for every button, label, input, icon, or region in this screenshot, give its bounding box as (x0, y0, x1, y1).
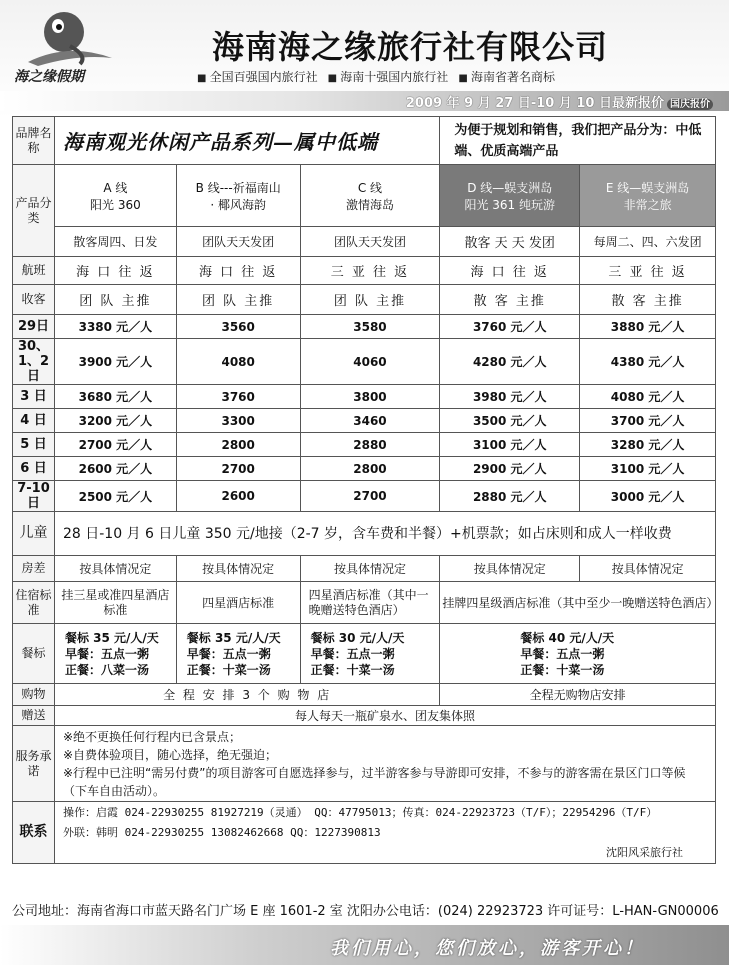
price-cell: 3100 元／人 (580, 457, 716, 481)
row-label: 收客 (13, 285, 55, 315)
schedule-row (13, 227, 716, 257)
price-row (13, 409, 716, 433)
product-name: E 线—蜈支洲岛 (605, 180, 690, 195)
price-date: 29日 (13, 315, 55, 339)
flight-cell: 海 口 往 返 (176, 257, 300, 285)
price-cell: 2880 (300, 433, 440, 457)
meal-cell (440, 624, 716, 684)
product-name: B 线---祈福南山 (195, 180, 281, 195)
price-row (13, 457, 716, 481)
row-label: 服务承诺 (13, 726, 55, 802)
meal-cell (300, 624, 440, 684)
price-cell: 3800 (300, 385, 440, 409)
row-label: 住宿标准 (13, 582, 55, 624)
series-title: 海南观光休闲产品系列—属中低端 (54, 117, 439, 165)
schedule-cell: 散客周四、日发 (54, 227, 176, 257)
flight-cell: 三 亚 往 返 (300, 257, 440, 285)
product-sub: 阳光 361 纯玩游 (464, 197, 556, 212)
price-cell: 2800 (300, 457, 440, 481)
gift-row (13, 706, 716, 726)
price-cell: 2600 元／人 (54, 457, 176, 481)
logo-text: 海之缘假期 (14, 69, 84, 85)
shopping-de: 全程无购物店安排 (440, 684, 716, 706)
flight-row (13, 257, 716, 285)
meal-line: 餐标 35 元/人/天 (186, 630, 281, 645)
meal-line: 早餐：五点一粥 (64, 646, 149, 661)
room-diff-cell: 按具体情况定 (440, 556, 580, 582)
price-table (12, 116, 719, 864)
taglines (197, 68, 555, 85)
service-list (54, 726, 715, 802)
price-cell: 3700 元／人 (580, 409, 716, 433)
room-diff-cell: 按具体情况定 (300, 556, 440, 582)
price-date: 4 日 (13, 409, 55, 433)
series-note: 为便于规划和销售，我们把产品分为：中低端、优质高端产品 (440, 117, 716, 165)
price-row (13, 481, 716, 512)
price-cell: 3980 元／人 (440, 385, 580, 409)
hotel-cell: 四星酒店标准 (176, 582, 300, 624)
target-cell: 散 客 主推 (440, 285, 580, 315)
meal-line: 正餐：十菜一汤 (310, 662, 395, 677)
price-cell: 3580 (300, 315, 440, 339)
room-diff-row (13, 556, 716, 582)
schedule-cell: 团队天天发团 (176, 227, 300, 257)
row-label: 航班 (13, 257, 55, 285)
price-date-bar (0, 91, 729, 111)
row-label: 餐标 (13, 624, 55, 684)
product-name: C 线 (357, 180, 383, 195)
meal-line: 正餐：十菜一汤 (186, 662, 271, 677)
gift-text: 每人每天一瓶矿泉水、团友集体照 (54, 706, 715, 726)
dolphin-logo-icon (8, 6, 126, 72)
price-cell: 2880 元／人 (440, 481, 580, 512)
service-item: ※行程中已注明“需另付费”的项目游客可自愿选择参与，过半游客参与导游即可安排，不参与的游客需在景区门口等候（下车自由活动）。 (62, 765, 686, 798)
flight-cell: 三 亚 往 返 (580, 257, 716, 285)
row-label: 产品分类 (13, 165, 55, 257)
price-cell: 3380 元／人 (54, 315, 176, 339)
flight-cell: 海 口 往 返 (54, 257, 176, 285)
target-cell: 团 队 主推 (300, 285, 440, 315)
product-sub: 激情海岛 (345, 197, 394, 212)
target-row (13, 285, 716, 315)
product-sub: 阳光 360 (90, 197, 141, 212)
price-cell: 3500 元／人 (440, 409, 580, 433)
product-d (440, 165, 580, 227)
meal-line: 餐标 35 元/人/天 (64, 630, 159, 645)
hotel-row (13, 582, 716, 624)
meal-line: 餐标 30 元/人/天 (310, 630, 405, 645)
header-banner (0, 0, 729, 118)
row-label: 儿童 (13, 512, 55, 556)
price-cell: 2700 (300, 481, 440, 512)
contact-line: 外联：韩明 024-22930255 13082462668 QQ：1227390813 (62, 825, 381, 839)
price-cell: 4280 元／人 (440, 339, 580, 385)
price-cell: 3880 元／人 (580, 315, 716, 339)
child-row (13, 512, 716, 556)
price-cell: 3280 元／人 (580, 433, 716, 457)
shopping-row (13, 684, 716, 706)
product-a (54, 165, 176, 227)
contact-agency: 沈阳风采旅行社 (606, 845, 683, 859)
product-c (300, 165, 440, 227)
meal-line: 早餐：五点一粥 (186, 646, 271, 661)
price-date: 5 日 (13, 433, 55, 457)
price-row (13, 433, 716, 457)
price-cell: 3680 元／人 (54, 385, 176, 409)
price-cell: 3200 元／人 (54, 409, 176, 433)
child-policy: 28 日-10 月 6 日儿童 350 元/地接（2-7 岁，含车费和半餐）+机票款；如占床则和成人一样收费 (54, 512, 715, 556)
hotel-cell: 挂牌四星级酒店标准（其中至少一晚赠送特色酒店） (440, 582, 716, 624)
room-diff-cell: 按具体情况定 (176, 556, 300, 582)
price-row (13, 385, 716, 409)
price-cell: 3300 (176, 409, 300, 433)
target-cell: 散 客 主推 (580, 285, 716, 315)
room-diff-cell: 按具体情况定 (580, 556, 716, 582)
price-cell: 3560 (176, 315, 300, 339)
price-date: 7-10日 (13, 481, 55, 512)
title-row (13, 117, 716, 165)
row-label: 房差 (13, 556, 55, 582)
price-cell: 2700 元／人 (54, 433, 176, 457)
product-sub: · 椰风海韵 (210, 197, 266, 212)
room-diff-cell: 按具体情况定 (54, 556, 176, 582)
hotel-cell: 四星酒店标准（其中一晚赠送特色酒店） (300, 582, 440, 624)
price-row (13, 315, 716, 339)
price-cell: 4060 (300, 339, 440, 385)
price-date-text (406, 92, 713, 111)
price-row (13, 339, 716, 385)
row-label: 联系 (13, 802, 55, 864)
meal-line: 正餐：十菜一汤 (520, 662, 605, 677)
schedule-cell: 散客 天 天 发团 (440, 227, 580, 257)
price-cell: 3760 元／人 (440, 315, 580, 339)
tagline: ■ 海南省著名商标 (458, 68, 555, 85)
meal-line: 餐标 40 元/人/天 (520, 630, 615, 645)
tagline: ■ 海南十强国内旅行社 (328, 68, 449, 85)
shopping-abc: 全 程 安 排 3 个 购 物 店 (54, 684, 439, 706)
price-cell: 2800 (176, 433, 300, 457)
hotel-cell: 挂三星或准四星酒店标准 (54, 582, 176, 624)
price-cell: 3460 (300, 409, 440, 433)
product-e (580, 165, 716, 227)
row-label: 赠送 (13, 706, 55, 726)
slogan: 我们用心，您们放心，游客开心！ (330, 938, 645, 959)
price-cell: 4080 (176, 339, 300, 385)
company-address: 公司地址：海南省海口市蓝天路名门广场 E 座 1601-2 室 沈阳办公电话：(024) 22923723 许可证号：L-HAN-GN00006 (12, 904, 719, 919)
meal-line: 早餐：五点一粥 (520, 646, 605, 661)
price-date: 30、1、2日 (13, 339, 55, 385)
row-label: 购物 (13, 684, 55, 706)
price-cell: 3100 元／人 (440, 433, 580, 457)
product-name: D 线—蜈支洲岛 (467, 180, 553, 195)
price-date: 3 日 (13, 385, 55, 409)
target-cell: 团 队 主推 (176, 285, 300, 315)
meal-line: 正餐：八菜一汤 (64, 662, 149, 677)
price-cell: 2700 (176, 457, 300, 481)
contact-row (13, 802, 716, 864)
service-row (13, 726, 716, 802)
price-cell: 2500 元／人 (54, 481, 176, 512)
tagline: ■ 全国百强国内旅行社 (197, 68, 318, 85)
price-date-label: 2009 年 9 月 27 日-10 月 10 日最新报价 (405, 96, 664, 111)
product-sub: 非常之旅 (623, 197, 672, 212)
contact-line: 操作：启霞 024-22930255 81927219（灵通） QQ：47795013；传真：024-22923723（T/F）；22954296（T/F） (62, 805, 658, 819)
service-item: ※绝不更换任何行程内已含景点； (62, 729, 242, 744)
row-label: 品牌名称 (13, 117, 55, 165)
price-date: 6 日 (13, 457, 55, 481)
price-cell: 2900 元／人 (440, 457, 580, 481)
target-cell: 团 队 主推 (54, 285, 176, 315)
meal-cell (176, 624, 300, 684)
price-cell: 4080 元／人 (580, 385, 716, 409)
price-rows (13, 315, 716, 512)
price-badge: 国庆报价 (667, 99, 713, 110)
product-row (13, 165, 716, 227)
company-name: 海南海之缘旅行社有限公司 (212, 28, 609, 66)
meal-line: 早餐：五点一粥 (310, 646, 395, 661)
service-item: ※自费体验项目，随心选择，绝无强迫； (62, 747, 278, 762)
price-cell: 2600 (176, 481, 300, 512)
meal-cell (54, 624, 176, 684)
product-b (176, 165, 300, 227)
price-cell: 3760 (176, 385, 300, 409)
meal-row (13, 624, 716, 684)
flight-cell: 海 口 往 返 (440, 257, 580, 285)
schedule-cell: 团队天天发团 (300, 227, 440, 257)
schedule-cell: 每周二、四、六发团 (580, 227, 716, 257)
product-name: A 线 (103, 180, 128, 195)
contact-info (54, 802, 715, 864)
price-cell: 3900 元／人 (54, 339, 176, 385)
price-cell: 4380 元／人 (580, 339, 716, 385)
price-cell: 3000 元／人 (580, 481, 716, 512)
